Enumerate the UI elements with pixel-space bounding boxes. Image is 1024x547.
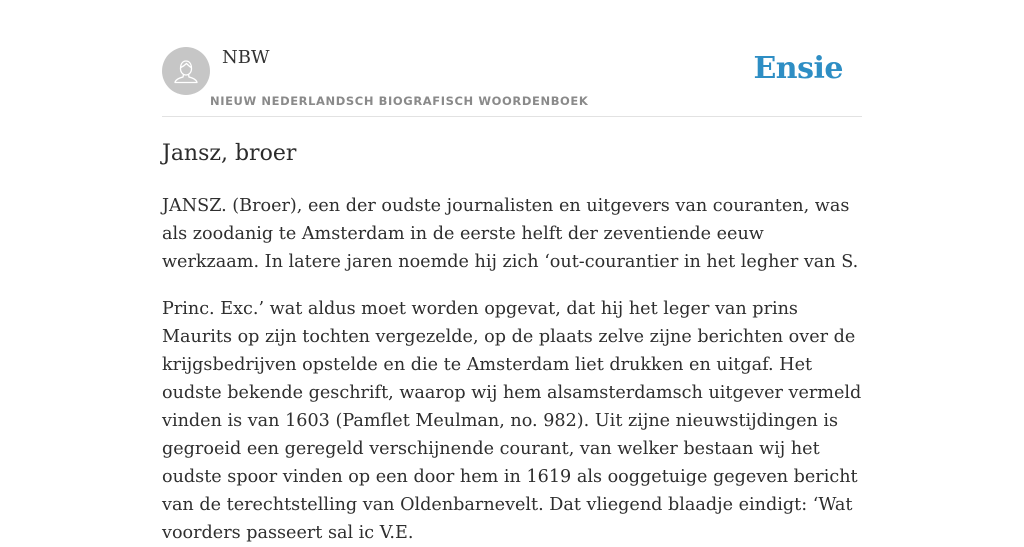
avatar[interactable]: [162, 47, 210, 95]
author-name[interactable]: NBW: [222, 47, 270, 68]
author-subtitle: NIEUW NEDERLANDSCH BIOGRAFISCH WOORDENBOEK: [210, 94, 589, 108]
user-silhouette-icon: [162, 47, 210, 95]
brand-logo[interactable]: Ensie: [753, 51, 843, 86]
header: [162, 0, 862, 117]
article-paragraph: JANSZ. (Broer), een der oudste journalisten en uitgevers van couranten, was als zoodanig te Amsterdam in de eerste helft der zeventiende eeuw werkzaam. In latere jaren noemde hij zich ‘out-courantier in het legher van S.: [162, 196, 859, 272]
article-paragraph: Princ. Exc.’ wat aldus moet worden opgevat, dat hij het leger van prins Maurits op zijn tochten vergezelde, op de plaats zelve zijne berichten over de krijgsbedrijven opstelde en die te Amsterdam liet drukken en uitgaf. Het oudste bekende geschrift, waarop wij hem alsamsterdamsch uitgever vermeld vinden is van 1603 (Pamflet Meulman, no. 982). Uit zijne nieuwstijdingen is gegroeid een geregeld verschijnende courant, van welker bestaan wij het oudste spoor vinden op een door hem in 1619 als ooggetuige gegeven bericht van de terechtstelling van Oldenbarnevelt. Dat vliegend blaadje eindigt: ‘Wat voorders passeert sal ic V.E.: [162, 299, 862, 543]
page-title: Jansz, broer: [162, 141, 297, 166]
